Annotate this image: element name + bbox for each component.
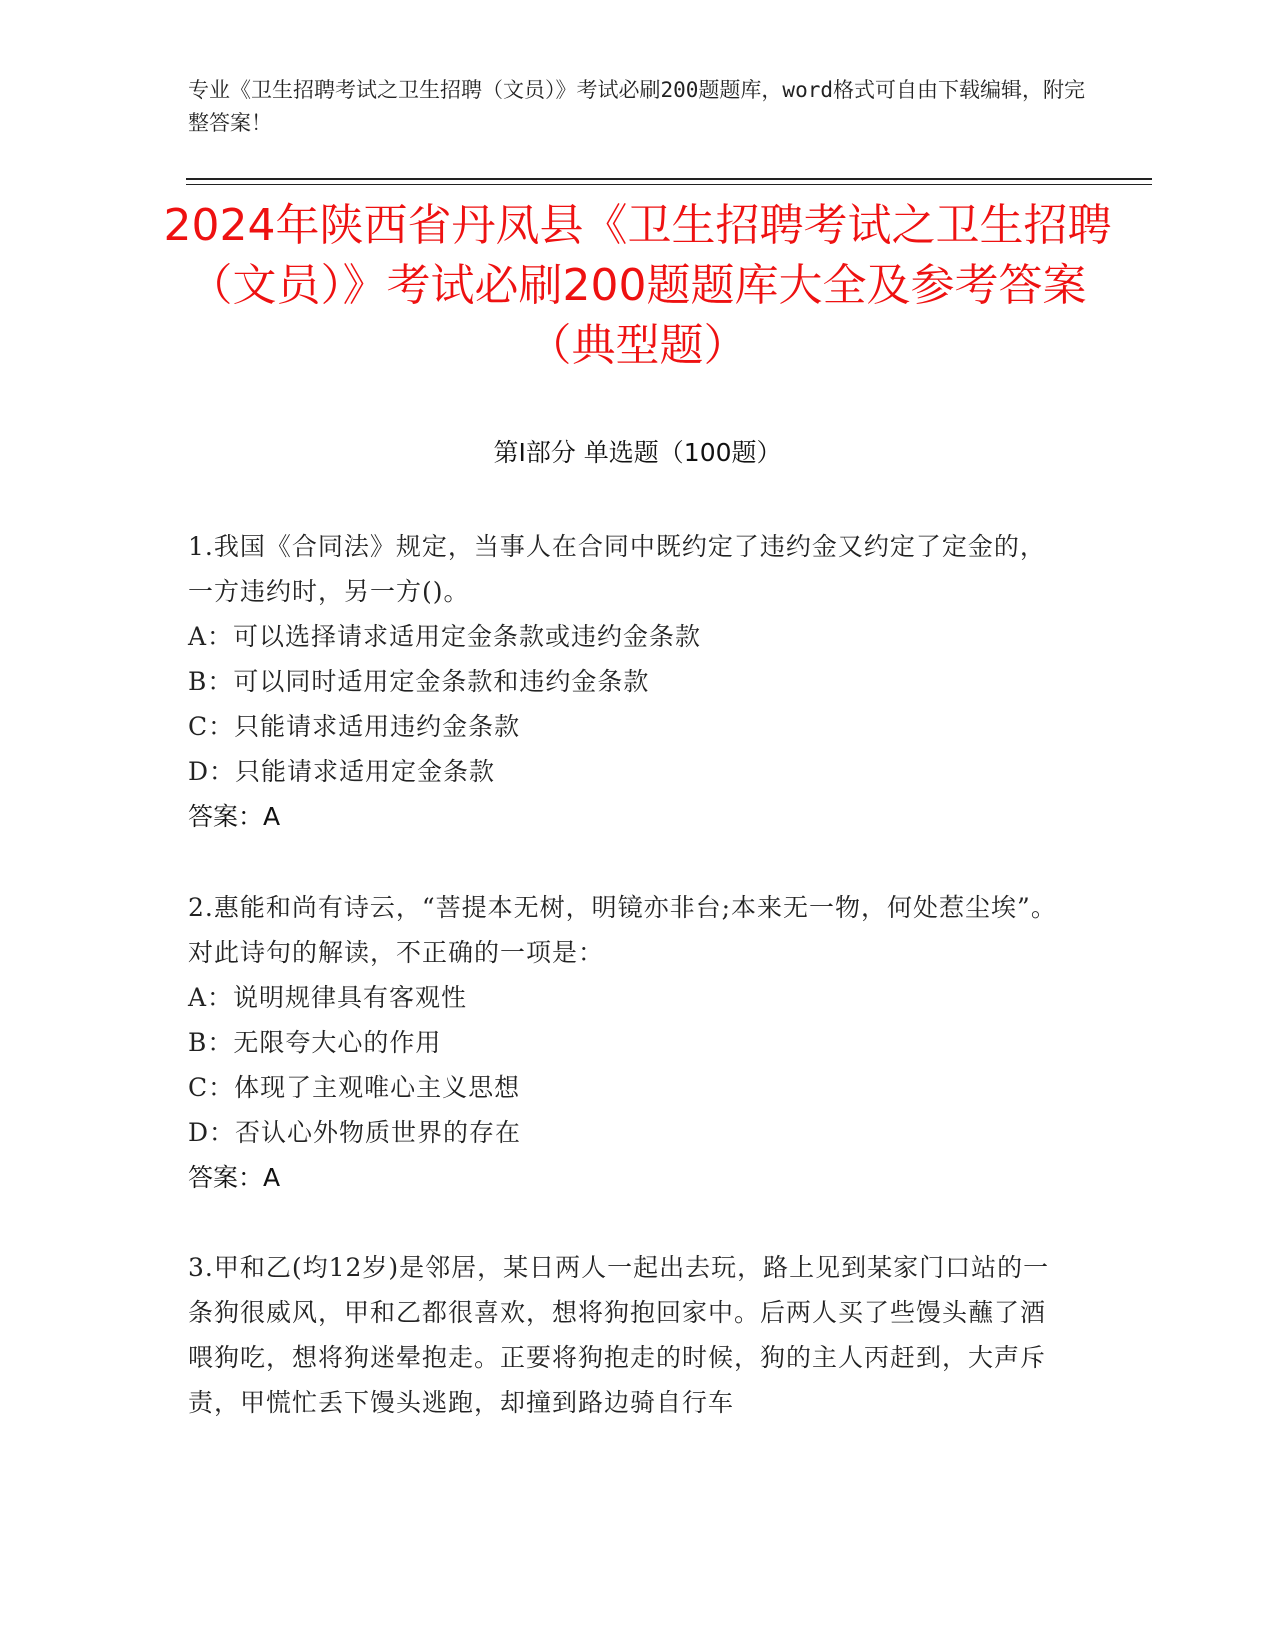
option-c: C：体现了主观唯心主义思想: [188, 1073, 521, 1102]
answer: 答案：A: [188, 802, 281, 831]
option-c: C：只能请求适用违约金条款: [188, 712, 521, 741]
option-b: B：无限夸大心的作用: [188, 1028, 442, 1057]
answer: 答案：A: [188, 1163, 281, 1192]
option-a: A：说明规律具有客观性: [188, 983, 468, 1012]
option-a: A：可以选择请求适用定金条款或违约金条款: [188, 622, 702, 651]
document-title: 2024年陕西省丹凤县《卫生招聘考试之卫生招聘（文员）》考试必刷200题题库大全及参考答案（典型题）: [163, 200, 1112, 371]
question-2: [188, 885, 1068, 1200]
section-title: 第I部分 单选题（100题）: [493, 438, 782, 467]
question-stem: 3.甲和乙(均12岁)是邻居，某日两人一起出去玩，路上见到某家门口站的一条狗很威风，甲和乙都很喜欢，想将狗抱回家中。后两人买了些馒头蘸了酒喂狗吃，想将狗迷晕抱走。正要将狗抱走的时候，狗的主人丙赶到，大声斥责，甲慌忙丢下馒头逃跑，却撞到路边骑自行车: [188, 1253, 1050, 1417]
option-b: B：可以同时适用定金条款和违约金条款: [188, 667, 650, 696]
question-3: [188, 1245, 1068, 1425]
header-divider-thick: [186, 178, 1152, 180]
option-d: D：否认心外物质世界的存在: [188, 1118, 522, 1147]
question-stem: 2.惠能和尚有诗云，“菩提本无树，明镜亦非台;本来无一物，何处惹尘埃”。对此诗句的解读，不正确的一项是：: [188, 893, 1057, 967]
header-divider-thin: [186, 184, 1152, 185]
question-1: [188, 524, 1068, 839]
header-note: 专业《卫生招聘考试之卫生招聘（文员）》考试必刷200题题库，word格式可自由下载编辑，附完整答案！: [188, 78, 1085, 135]
question-stem: 1.我国《合同法》规定，当事人在合同中既约定了违约金又约定了定金的，一方违约时，另一方()。: [188, 532, 1046, 606]
option-d: D：只能请求适用定金条款: [188, 757, 496, 786]
